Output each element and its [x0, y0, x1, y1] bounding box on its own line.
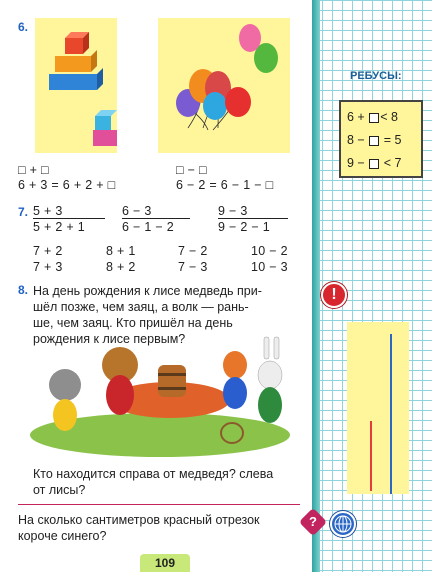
fraction-top: 6 − 3 [122, 204, 152, 218]
text-line: На день рождения к лисе медведь при- [33, 284, 262, 298]
exclamation-icon: ! [321, 282, 347, 308]
exercise-6-left-top: □ + □ [18, 163, 49, 177]
segments-panel [347, 322, 409, 494]
exercise-6-left-bottom: 6 + 3 = 6 + 2 + □ [18, 178, 116, 192]
pair-top: 7 − 2 [178, 244, 208, 258]
text-line: Кто находится справа от медведя? слева [33, 467, 274, 481]
pair-top: 8 + 1 [106, 244, 136, 258]
exercise-6-number: 6. [18, 20, 29, 34]
exercise-6-right-top: □ − □ [176, 163, 207, 177]
text-line: рождения к лисе первым? [33, 332, 186, 346]
pair-top: 7 + 2 [33, 244, 63, 258]
rebus-box [339, 100, 423, 178]
balloons-illustration [158, 18, 290, 153]
blue-segment [390, 334, 392, 494]
pair-top: 10 − 2 [251, 244, 288, 258]
fraction-top: 5 + 3 [33, 204, 63, 218]
cubes-illustration [35, 18, 117, 153]
divider [18, 504, 300, 505]
pair-bottom: 7 − 3 [178, 260, 208, 274]
rebus-title: РЕБУСЫ: [350, 70, 402, 82]
animals-party-illustration [20, 335, 300, 460]
text-line: На сколько сантиметров красный отрезок [18, 513, 260, 527]
page-number: 109 [140, 554, 190, 572]
text-line: короче синего? [18, 529, 107, 543]
exercise-6-right-bottom: 6 − 2 = 6 − 1 − □ [176, 178, 274, 192]
fraction-bottom: 5 + 2 + 1 [33, 220, 86, 234]
text-line: шёл позже, чем заяц, а волк — рань- [33, 300, 249, 314]
rebus-line: 9 − < 7 [347, 156, 402, 170]
fraction-top: 9 − 3 [218, 204, 248, 218]
sidebar-edge [312, 0, 320, 572]
rebus-line: 8 − = 5 [347, 133, 402, 147]
fraction-bottom: 6 − 1 − 2 [122, 220, 175, 234]
text-line: от лисы? [33, 483, 86, 497]
globe-icon [330, 511, 356, 537]
question-icon: ? [299, 508, 327, 536]
pair-bottom: 7 + 3 [33, 260, 63, 274]
exercise-7-number: 7. [18, 205, 29, 219]
fraction-bottom: 9 − 2 − 1 [218, 220, 271, 234]
text-line: ше, чем заяц. Кто пришёл на день [33, 316, 233, 330]
pair-bottom: 10 − 3 [251, 260, 288, 274]
exercise-8-number: 8. [18, 283, 29, 297]
red-segment [370, 421, 372, 491]
pair-bottom: 8 + 2 [106, 260, 136, 274]
rebus-line: 6 + < 8 [347, 110, 398, 124]
